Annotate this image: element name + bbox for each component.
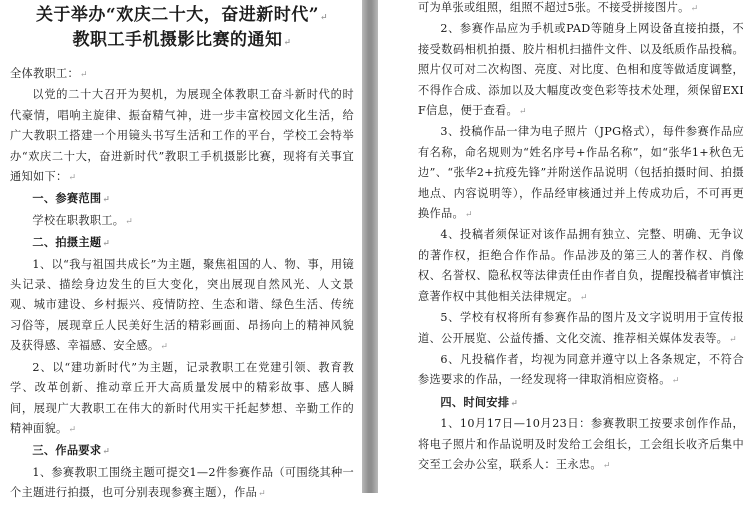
- paragraph: [10, 211, 354, 232]
- paragraph-text: 5、学校有权将所有参赛作品的图片及文字说明用于宣传报道、公开展览、公益传播、文化交流、推荐相关媒体发表等。: [418, 311, 744, 345]
- paragraph-text: 1、以“我与祖国共成长”为主题，聚焦祖国的人、物、事，用镜头记录、描绘身边发生的巨大变化，突出展现自然风光、人文景观、城市建设、乡村振兴、疫情防控、生态和谐、绿色生活、传统习俗等，展现章丘人民美好生活的精彩画面、昂扬向上的精神风貌及获得感、幸福感、安全感。: [10, 257, 354, 353]
- paragraph-text: 2、以“建功新时代”为主题，记录教职工在党建引领、教育教学、改革创新、推动章丘开大高质量发展中的精彩故事、感人瞬间，展现广大教职工在伟大的新时代用实干托起梦想、辛勤工作的精神面貌。: [10, 360, 354, 435]
- paragraph-text: 三、作品要求: [32, 443, 102, 458]
- paragraph-text: 学校在职教职工。: [32, 213, 125, 227]
- paragraph: [10, 85, 354, 188]
- paragraph: [418, 308, 744, 350]
- paragraph-text: 1、10月17日—10月23日：参赛教职工按要求创作作品，将电子照片和作品说明及时发给工会组长，工会组长收齐后集中交至工会办公室，联系人：王永忠。: [418, 417, 744, 471]
- paragraph-mark-icon: ↵: [690, 4, 699, 14]
- paragraph-mark-icon: ↵: [283, 38, 292, 48]
- paragraph-text: 四、时间安排: [440, 394, 510, 409]
- paragraph-mark-icon: ↵: [102, 195, 111, 206]
- paragraph: [10, 358, 354, 441]
- paragraph-mark-icon: ↵: [160, 342, 169, 353]
- paragraph: [10, 463, 354, 505]
- section-heading: [10, 440, 354, 462]
- paragraph-text: 6、凡投稿作者，均视为同意并遵守以上各条规定，不符合参选要求的作品，一经发现将一律取消相应资格。: [418, 352, 744, 387]
- paragraph-text: 二、拍摄主题: [32, 235, 102, 250]
- paragraph-mark-icon: ↵: [579, 292, 588, 303]
- paragraph-text: 4、投稿者须保证对该作品拥有独立、完整、明确、无争议的著作权，拒绝合作作品。作品涉及的第三人的著作权、肖像权、名誉权、隐私权等法律责任由作者自负，提醒投稿者审慎注意著作权中其他相关法律规定。: [418, 228, 744, 303]
- paragraph-mark-icon: ↵: [102, 239, 111, 250]
- title-line-2: 教职工手机摄影比赛的通知: [72, 30, 283, 50]
- title-line-1: 关于举办“欢庆二十大，奋进新时代”: [35, 5, 319, 25]
- document-page-left: [0, 0, 362, 500]
- paragraph-mark-icon: ↵: [602, 460, 611, 471]
- paragraph: [418, 350, 744, 392]
- paragraph-text: 以党的二十大召开为契机，为展现全体教职工奋斗新时代的时代豪情，唱响主旋律、振奋精气神，进一步丰富校园文化生活，给广大教职工搭建一个用镜头书写生活和工作的平台，学校工会特举办“欢庆二十大，奋进新时代”教职工手机摄影比赛，现将有关事宜通知如下：: [10, 88, 354, 184]
- paragraph-mark-icon: ↵: [510, 398, 519, 409]
- paragraph-mark-icon: ↵: [125, 216, 134, 227]
- section-heading: [10, 232, 354, 254]
- paragraph-mark-icon: ↵: [464, 210, 473, 221]
- paragraph: [418, 414, 744, 476]
- paragraph-mark-icon: ↵: [68, 424, 77, 435]
- right-page-body: [418, 0, 744, 476]
- document-title: [10, 4, 354, 54]
- paragraph-mark-icon: ↵: [671, 376, 680, 387]
- paragraph-mark-icon: ↵: [518, 107, 527, 118]
- paragraph: [418, 0, 744, 19]
- paragraph-text: 2、参赛作品应为手机或PAD等随身上网设备直接拍摄，不接受数码相机拍摄、胶片相机扫描件文件、以及纸质作品投稿。照片仅可对二次构图、亮度、对比度、色相和度等做适度调整，不得作合成、添加以及大幅度改变色彩等技术处理，须保留EXIF信息，便于查看。: [418, 22, 744, 118]
- paragraph-text: 3、投稿作品一律为电子照片（JPG格式），每件参赛作品应有名称，命名规则为“姓名序号+作品名称”，如“张华1+秋色无边”、“张华2+抗疫先锋”并附送作品说明（包括拍摄时间、拍摄地点、内容说明等），作品经审核通过并上传成功后，不可再更换作品。: [418, 125, 744, 221]
- paragraph-mark-icon: ↵: [258, 489, 266, 500]
- paragraph-text: 全体教职工：: [10, 67, 79, 80]
- paragraph-text: 可为单张或组照，组照不超过5张。不接受拼接图片。: [418, 1, 690, 14]
- paragraph-text: 一、参赛范围: [32, 191, 102, 206]
- paragraph-mark-icon: ↵: [320, 13, 329, 23]
- paragraph-text: 1、参赛教职工围绕主题可提交1—2件参赛作品（可围绕其种一个主题进行拍摄，也可分别表现参赛主题），作品: [10, 465, 354, 500]
- paragraph: [418, 225, 744, 308]
- paragraph-mark-icon: ↵: [68, 173, 77, 184]
- left-page-body: [10, 64, 354, 505]
- section-heading: [10, 188, 354, 210]
- paragraph-mark-icon: ↵: [79, 70, 88, 80]
- paragraph: [418, 19, 744, 122]
- paragraph-mark-icon: ↵: [102, 447, 111, 458]
- section-heading: [418, 392, 744, 414]
- paragraph: [10, 64, 354, 85]
- page-gutter: [362, 0, 378, 493]
- paragraph-mark-icon: ↵: [729, 334, 738, 345]
- document-page-right: [378, 0, 750, 493]
- paragraph: [418, 122, 744, 225]
- paragraph: [10, 255, 354, 358]
